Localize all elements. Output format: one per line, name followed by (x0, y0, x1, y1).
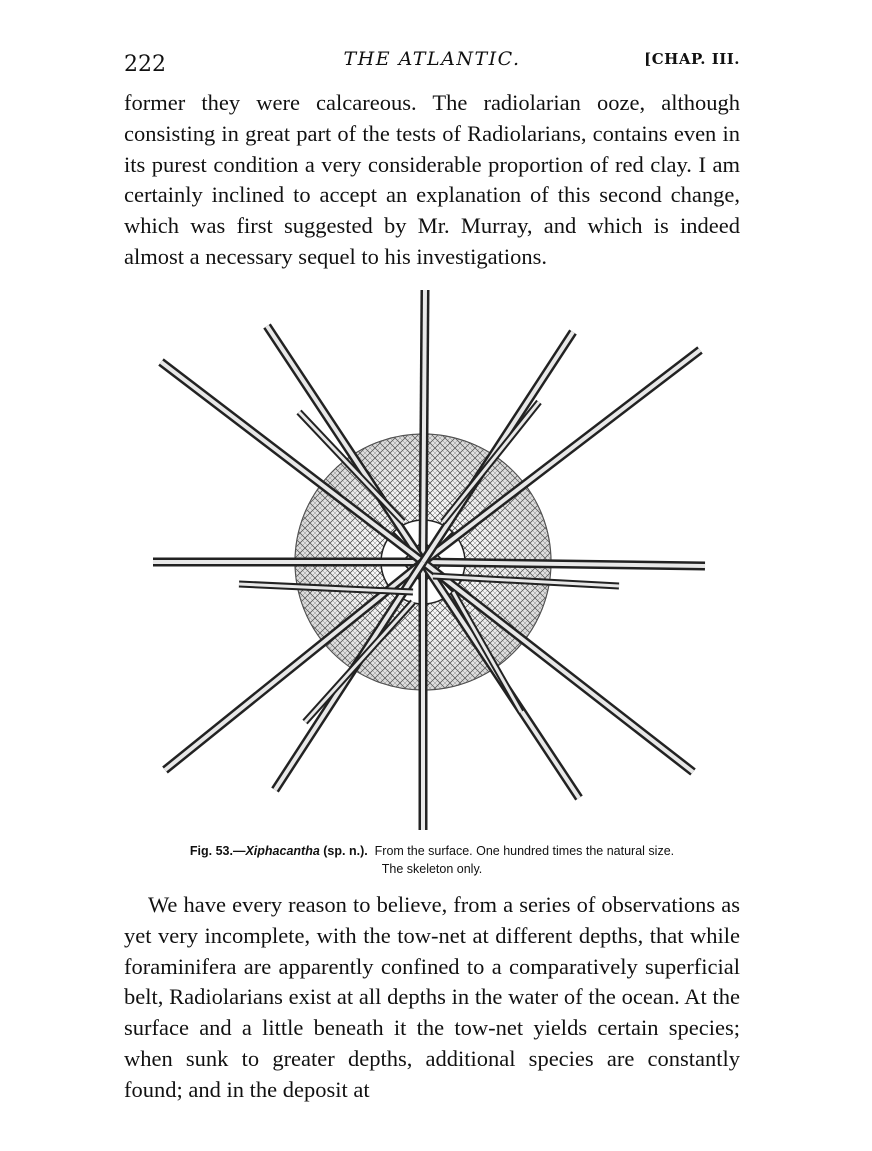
figure-label: Fig. 53.—Xiphacantha (sp. n.). (189, 844, 368, 858)
spine-highlight-1 (423, 290, 425, 562)
page-number: 222 (124, 52, 166, 77)
paragraph-1: former they were calcareous. The radiolarian ooze, although consisting in great part of the tests of Radiolarians, contains even in its purest condition a very considerable proportion of red clay. I am certainly inclined to accept an explanation of this second change, which was first suggested by Mr. Murray, and which is indeed almost a necessary sequel to his investigations. (124, 90, 740, 269)
running-title: THE ATLANTIC. (343, 48, 521, 70)
radiolarian-illustration (140, 278, 720, 830)
caption-line-1: From the surface. One hundred times the natural size. (374, 844, 675, 858)
figure-species-note: (sp. n.). (323, 844, 368, 858)
chapter-label: [CHAP. III. (644, 50, 740, 68)
paragraph-2: We have every reason to believe, from a series of observations as yet very incomplete, with the tow-net at different depths, that while foraminifera are apparently confined to a comparatively superficial belt, Radiolarians exist at all depths in the water of the ocean. At the surface and a little beneath it the tow-net yields certain species; when sunk to greater depths, additional species are constantly found; and in the deposit at (124, 892, 740, 1102)
figure-caption (124, 842, 740, 878)
caption-line-2: The skeleton only. (381, 862, 483, 876)
radiolarian-skeleton-drawing (140, 278, 720, 830)
spines (153, 290, 705, 830)
page-header (124, 46, 740, 80)
figure-genus: Xiphacantha (245, 844, 320, 858)
